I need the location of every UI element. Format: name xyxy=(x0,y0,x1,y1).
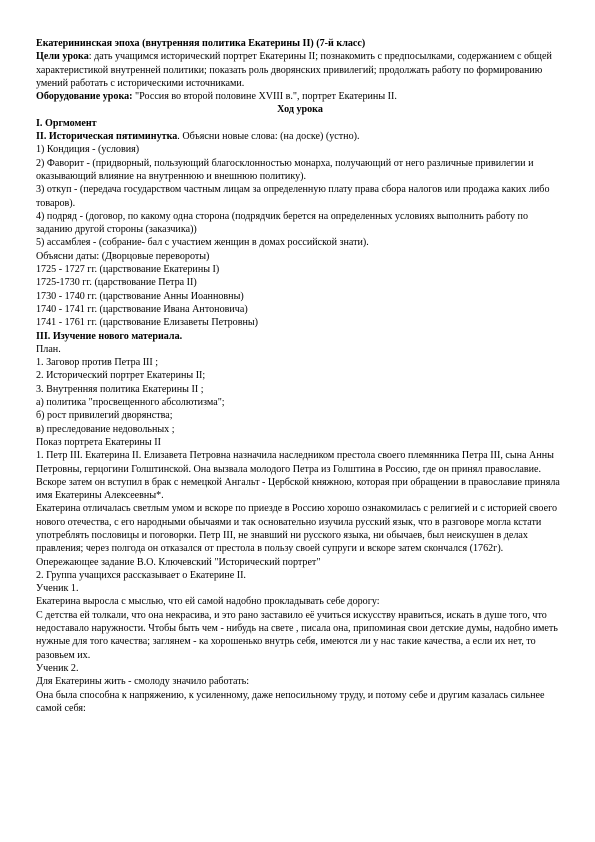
date-item: 1725 - 1727 гг. (царствование Екатерины I) xyxy=(36,264,220,276)
course-heading: Ход урока xyxy=(277,104,323,116)
plan-item: 2. Исторический портрет Екатерины II; xyxy=(36,370,206,382)
goals-text: : дать учащимся исторический портрет Екатерины II; познакомить с предпосылками, содержанием с общей характеристикой внутренней политики; показать роль дворянских привилегий; продолжать работу по формированию умений работать с историческими источниками. xyxy=(36,51,552,89)
section-2-label: II. Историческая пятиминутка xyxy=(36,131,178,143)
section-3-heading: III. Изучение нового материала. xyxy=(36,330,183,342)
equipment-label: Оборудование урока: xyxy=(36,91,133,103)
term-item: 5) ассамблея - (собрание- бал с участием женщин в домах российской знати). xyxy=(36,237,369,249)
body-paragraph-2: Екатерина отличалась светлым умом и вскоре по приезде в Россию хорошо ознакомилась с религией и с историей своего нового отечества, с его народными обычаями и так основательно изучила русский язык, что в разговоре могла кстати употреблять пословицы и поговорки. Петр III, не знавший ни русского языка, ни обычаев, был неискушен в делах правления; через полгода он отказался от престола в пользу своей супруги и вскоре затем скончался (1762г). xyxy=(36,503,558,555)
section-2-paragraph xyxy=(36,130,564,143)
student-2-text: Она была способна к напряжению, к усиленному, даже непосильному труду, и потому себе и другим казалась сильнее самой себя: xyxy=(36,689,545,714)
student-1-label: Ученик 1. xyxy=(36,583,79,595)
term-item: 2) Фаворит - (придворный, пользующий благосклонностью монарха, получающий от него различные привилегии и оказывающий влияние на внутреннюю и внешнюю политику). xyxy=(36,157,534,182)
goals-paragraph xyxy=(36,50,564,90)
date-item: 1740 - 1741 гг. (царствование Ивана Антоновича) xyxy=(36,303,248,315)
body-paragraph-1: 1. Петр III. Екатерина II. Елизавета Петровна назначила наследником престола своего племянника Петра III, сына Анны Петровны, герцогини Голштинской. Она вызвала молодого Петра из Голштина в Россию, где он принял православие. Вскоре затем он вступил в брак с немецкой Ангальт - Цербской княжною, которая при обращении в православие приняла имя Екатерины Алексеевны*. xyxy=(36,450,560,502)
dates-intro: Объясни даты: (Дворцовые перевороты) xyxy=(36,250,210,262)
group-task: 2. Группа учащихся рассказывает о Екатерине II. xyxy=(36,569,246,581)
section-2-text: . Объясни новые слова: (на доске) (устно). xyxy=(177,131,360,143)
plan-label: План. xyxy=(36,343,61,355)
goals-label: Цели урока xyxy=(36,51,89,63)
document-page xyxy=(36,37,564,715)
student-2-label: Ученик 2. xyxy=(36,662,79,674)
portrait-label: Показ портрета Екатерины II xyxy=(36,436,161,448)
student-1-text: С детства ей толкали, что она некрасива, и это рано заставило её учиться искусству нравиться, искать в душе того, что недоставало наружности. Чтобы быть чем - нибудь на свете , писала она, припоминая свои детские думы, надобно иметь нужные для того качества; заглянем - ка хорошенько внутрь себя, имеются ли у нас такие качества, а если их нет, то разовьем их. xyxy=(36,609,558,661)
section-1-heading: I. Оргмомент xyxy=(36,117,97,129)
date-item: 1725-1730 гг. (царствование Петра II) xyxy=(36,277,197,289)
plan-item: б) рост привилегий дворянства; xyxy=(36,410,173,422)
date-item: 1741 - 1761 гг. (царствование Елизаветы Петровны) xyxy=(36,317,259,329)
date-item: 1730 - 1740 гг. (царствование Анны Иоанновны) xyxy=(36,290,244,302)
advance-task: Опережающее задание В.О. Ключевский "Исторический портрет" xyxy=(36,556,321,568)
plan-item: в) преследование недовольных ; xyxy=(36,423,175,435)
student-1-text: Екатерина выросла с мыслью, что ей самой надобно прокладывать себе дорогу: xyxy=(36,596,380,608)
term-item: 4) подряд - (договор, по какому одна сторона (подрядчик берется на определенных условиях выполнить работу по заданию другой стороны (заказчика)) xyxy=(36,210,528,236)
equipment-paragraph xyxy=(36,90,564,103)
term-item: 1) Кондиция - (условия) xyxy=(36,144,140,156)
equipment-text: "Россия во второй половине XVIII в.", портрет Екатерины II. xyxy=(132,91,397,103)
student-2-text: Для Екатерины жить - смолоду значило работать: xyxy=(36,676,250,688)
plan-item: а) политика "просвещенного абсолютизма"; xyxy=(36,397,225,409)
document-title: Екатерининская эпоха (внутренняя политика Екатерины II) (7-й класс) xyxy=(36,38,366,49)
plan-item: 1. Заговор против Петра III ; xyxy=(36,357,159,369)
plan-item: 3. Внутренняя политика Екатерины II ; xyxy=(36,383,204,395)
term-item: 3) откуп - (передача государством частным лицам за определенную плату права сбора налогов или продажа каких либо товаров). xyxy=(36,184,550,209)
